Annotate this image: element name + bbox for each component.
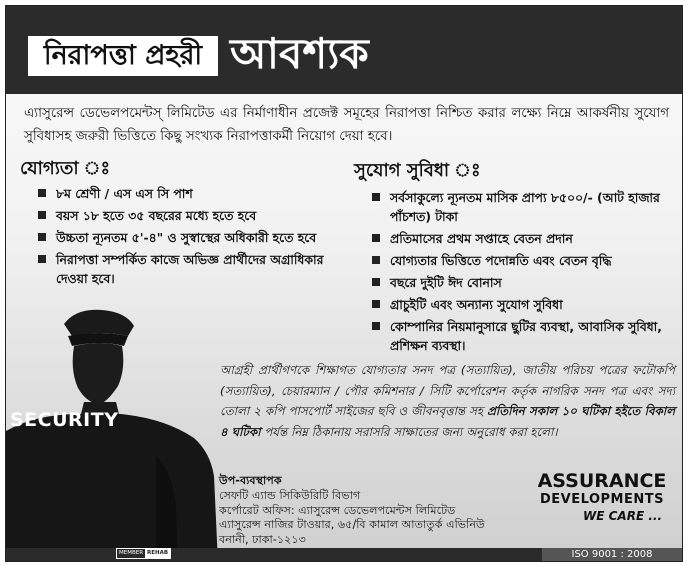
header-banner [6, 6, 682, 94]
square-bullet-icon [372, 193, 380, 201]
office-hours: প্রতিদিন সকাল ১০ ঘটিকা হইতে বিকাল ৪ ঘটিকা [220, 404, 675, 439]
list-item: প্রতিমাসের প্রথম সপ্তাহে বেতন প্রদান [368, 229, 668, 248]
qualifications-title: যোগ্যতা ঃ [20, 158, 111, 179]
list-item: গ্রাচুইটি এবং অন্যান্য সুযোগ সুবিধা [368, 295, 668, 314]
square-bullet-icon [372, 322, 380, 330]
iso-certification: ISO 9001 : 2008 [542, 548, 682, 561]
list-item: উচ্চতা ন্যূনতম ৫'-৪" ও সুস্বাস্থের অধিকারী হতে হবে [34, 228, 334, 247]
application-instructions: আগ্রহী প্রার্থীগণকে শিক্ষাগত যোগ্যতার সনদ পত্র (সত্যায়িত), জাতীয় পরিচয় পত্রের ফটোকপি (সত্যায়িত), চেয়ারম্যান / পৌর কমিশনার / সিটি কর্পোরেশন কর্তৃক নাগরিক সনদ পত্র এবং সদ্য তোলা ২ কপি পাসপোর্ট সাইজের ছবি ও জীবনবৃত্তান্ত সহ প্রতিদিন সকাল ১০ ঘটিকা হইতে বিকাল ৪ ঘটিকা পর্যন্ত নিম্ন ঠিকানায় সরাসরি সাক্ষাতের জন্য অনুরোধ করা হলো। [220, 363, 675, 439]
job-advertisement [5, 5, 683, 562]
list-item: যোগ্যতার ভিত্তিতে পদোন্নতি এবং বেতন বৃদ্ধি [368, 251, 668, 270]
security-guard-silhouette-icon [6, 306, 221, 562]
qualifications-list [34, 184, 334, 291]
square-bullet-icon [38, 233, 46, 241]
header-title: আবশ্যক [230, 29, 369, 78]
square-bullet-icon [372, 278, 380, 286]
list-item: ৮ম শ্রেণী / এস এস সি পাশ [34, 184, 334, 203]
square-bullet-icon [372, 256, 380, 264]
list-item: সর্বসাকুল্যে ন্যূনতম মাসিক প্রাপ্য ৮৫০০/- (আট হাজার পাঁচশত) টাকা [368, 188, 668, 226]
company-logo: ASSURANCE DEVELOPMENTS WE CARE ... [537, 470, 667, 523]
benefits-list [368, 188, 668, 358]
square-bullet-icon [38, 255, 46, 263]
list-item: কোম্পানির নিয়মানুসারে ছুটির ব্যবস্থা, আবাসিক সুবিধা, প্রশিক্ষন ব্যবস্থা। [368, 317, 668, 355]
list-item: বছরে দুইটি ঈদ বোনাস [368, 273, 668, 292]
square-bullet-icon [372, 300, 380, 308]
intro-paragraph: এ্যাসুরেন্স ডেভেলপমেন্টস্ লিমিটেড এর নির্মাণাধীন প্রজেক্ট সমূহের নিরাপত্তা নিশ্চিত করার লক্ষ্যে নিম্নে আকর্ষনীয় সুযোগ সুবিধাসহ জরুরী ভিত্তিতে কিছু সংখ্যক নিরাপত্তাকর্মী নিয়োগ দেয়া হবে। [24, 106, 669, 144]
square-bullet-icon [38, 189, 46, 197]
square-bullet-icon [38, 211, 46, 219]
security-label: SECURITY [10, 409, 119, 431]
header-subtitle: নিরাপত্তা প্রহরী [28, 36, 218, 76]
footer-bar [6, 548, 682, 561]
square-bullet-icon [372, 234, 380, 242]
rehab-member-badge: MEMBER REHAB [116, 548, 171, 559]
list-item: বয়স ১৮ হতে ৩৫ বছরের মধ্যে হতে হবে [34, 206, 334, 225]
list-item: নিরাপত্তা সম্পর্কিত কাজে অভিজ্ঞ প্রার্থীদের অগ্রাধিকার দেওয়া হবে। [34, 250, 334, 288]
benefits-title: সুযোগ সুবিধা ঃ [354, 160, 481, 181]
contact-address: উপ-ব্যবস্থাপক সেফটি এ্যান্ড সিকিউরিটি বিভাগ কর্পোরেট অফিস: এ্যাসুরেন্স ডেভেলপমেন্টস লিমিটেড এ্যাসুরেন্স নাজির টাওয়ার, ৬৫/বি কামাল আতাতুর্ক এভিনিউ বনানী, ঢাকা-১২১৩ [219, 474, 485, 547]
